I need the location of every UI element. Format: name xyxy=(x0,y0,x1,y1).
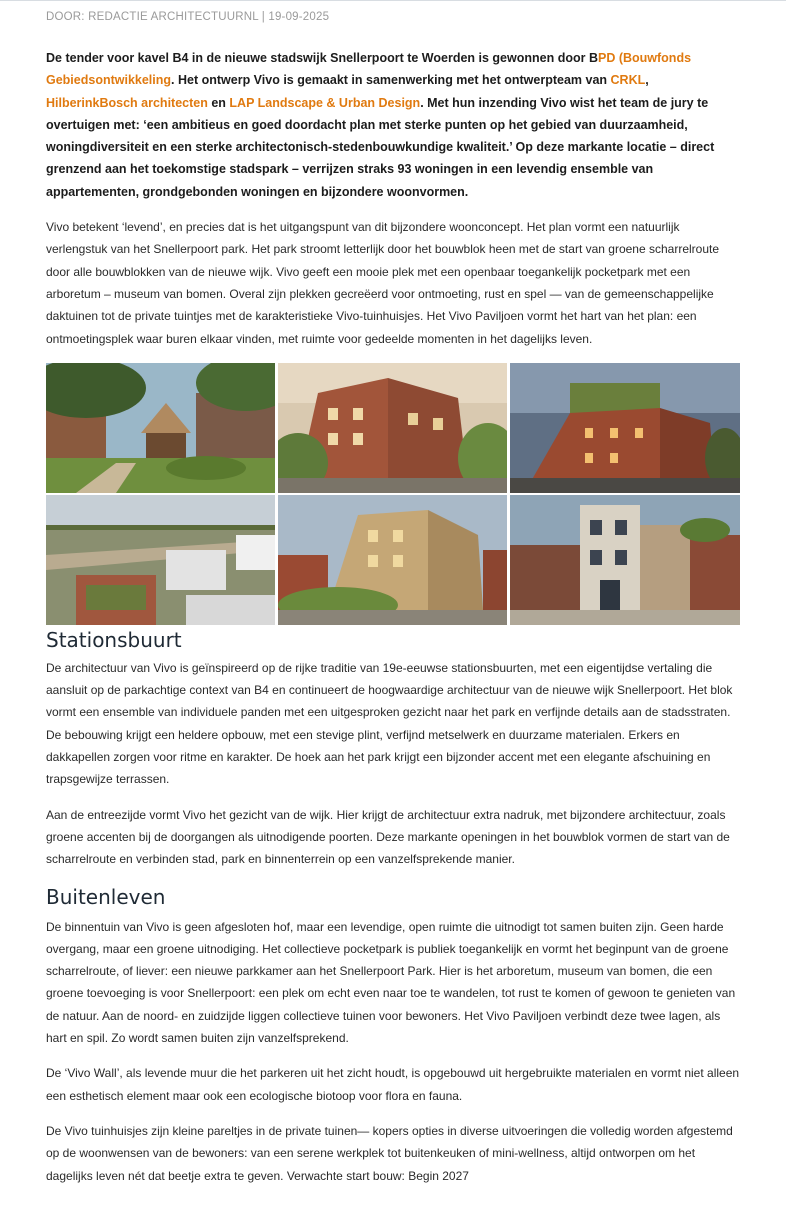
section-heading-buitenleven: Buitenleven xyxy=(46,884,166,909)
byline: DOOR: REDACTIE ARCHITECTUURNL | 19-09-2025 xyxy=(46,11,330,23)
corner-building-image[interactable] xyxy=(278,363,507,493)
aerial-view-image[interactable] xyxy=(46,495,275,625)
lead-text-2: . Het ontwerp Vivo is gemaakt in samenwerking met het ontwerpteam van xyxy=(171,73,611,88)
article-body xyxy=(46,47,740,1200)
lead-text-5: . Met hun inzending Vivo wist het team de jury te overtuigen met: ‘een ambitieus en goed doordacht plan met sterke punten op het gebied van duurzaamheid, woningdiversiteit en een sterke architectonisch-stedenbouwkundige kwaliteit.’ Op deze markante locatie – direct grenzend aan het toekomstige stadspark – verrijzen straks 93 woningen in een levendig ensemble van appartementen, grondgebonden woningen en bijzondere woonvormen. xyxy=(46,95,715,199)
lap-link[interactable]: LAP Landscape & Urban Design xyxy=(229,95,421,110)
stationsbuurt-paragraph-1: De architectuur van Vivo is geïnspireerd op de rijke traditie van 19e-eeuwse stationsbuurten, met een eigentijdse vertaling die aansluit op de parkachtige context van B4 en continueert de hoogwaardige architectuur van de nieuwe wijk Snellerpoort. Het blok vormt een ensemble van individuele panden met een uitgesproken gezicht naar het park en verfijnde details aan de stadsstraten. De bebouwing krijgt een heldere opbouw, met een stevige plint, verfijnd metselwerk en duurzame materialen. Erkers en dakkapellen zorgen voor ritme en karakter. De hoek aan het park krijgt een bijzonder accent met een elegante afschuining en trapsgewijze terrassen. xyxy=(46,660,733,787)
green-roof-building-image[interactable] xyxy=(510,363,740,493)
pavilion-garden-image[interactable] xyxy=(46,363,275,493)
section-heading-stationsbuurt: Stationsbuurt xyxy=(46,627,182,652)
lead-paragraph xyxy=(46,47,740,203)
lead-text-1: De tender voor kavel B4 in de nieuwe stadswijk Snellerpoort te Woerden is gewonnen door B xyxy=(46,51,598,65)
top-border xyxy=(0,0,786,1)
crkl-link[interactable]: CRKL xyxy=(610,73,646,88)
bpd-link[interactable]: PD (Bouwfonds Gebiedsontwikkeling xyxy=(46,51,692,88)
buitenleven-paragraph-3: De Vivo tuinhuisjes zijn kleine pareltjes in de private tuinen— kopers opties in diverse uitvoeringen die volledig worden afgestemd op de woonwensen van de bewoners: van een serene werkplek tot buitenkeuken of mini-wellness, altijd ontworpen om het dagelijks leven nét dat beetje extra te geven. Verwachte start bouw: Begin 2027 xyxy=(46,1123,733,1183)
lead-text-3: , xyxy=(645,73,649,88)
stationsbuurt-paragraph-2: Aan de entreezijde vormt Vivo het gezicht van de wijk. Hier krijgt de architectuur extra nadruk, met bijzondere architectuur, zoals groene accenten bij de doorgangen als uitnodigende poorten. Deze markante openingen in het bouwblok vormen de start van de scharrelroute en verbinden stad, park en binnenterrein op een vanzelfsprekende manier. xyxy=(46,807,730,867)
intro-paragraph: Vivo betekent ‘levend’, en precies dat is het uitgangspunt van dit bijzondere woonconcept. Het plan vormt een natuurlijk verlengstuk van het Snellerpoort park. Het park stroomt letterlijk door het bouwblok heen met de start van groene scharrelroute door alle bouwblokken van de nieuwe wijk. Vivo geeft een mooie plek met een openbaar toegankelijk pocketpark met een arboretum – museum van bomen. Overal zijn plekken gecreëerd voor ontmoeting, rust en spel — van de gemeenschappelijke daktuinen tot de private tuintjes met de karakteristieke Vivo-tuinhuisjes. Het Vivo Paviljoen vormt het hart van het plan: een ontmoetingsplek waar buren elkaar vinden, met ruimte voor gedeelde momenten in het dagelijks leven. xyxy=(46,220,720,346)
buitenleven-paragraph-2: De ‘Vivo Wall’, als levende muur die het parkeren uit het zicht houdt, is opgebouwd uit hergebruikte materialen en vormt niet alleen een esthetisch element maar ook een ecologische biotoop voor flora en fauna. xyxy=(46,1066,740,1103)
buitenleven-paragraph-1: De binnentuin van Vivo is geen afgesloten hof, maar een levendige, open ruimte die uitnodigt tot samen buiten zijn. Geen harde overgang, maar een groene uitnodiging. Het collectieve pocketpark is publiek toegankelijk en vormt het beginpunt van de groene scharrelroute, of liever: een nieuwe parkkamer aan het Snellerpoort Park. Hier is het arboretum, museum van bomen, die een groene toevoeging is voor Snellerpoort: een plek om echt even naar toe te wandelen, tot rust te komen of gewoon te genieten van de natuur. Aan de noord- en zuidzijde liggen collectieve tuinen voor bewoners. Het Vivo Paviljoen verbindt deze twee lagen, als hart en spil. Zo wordt samen buiten zijn vanzelfsprekend. xyxy=(46,919,736,1046)
lead-text-4: en xyxy=(207,95,230,110)
courtyard-street-image[interactable] xyxy=(278,495,507,625)
townhouses-image[interactable] xyxy=(510,495,740,625)
image-gallery xyxy=(46,363,740,625)
hilberinkbosch-link[interactable]: HilberinkBosch architecten xyxy=(46,95,208,110)
